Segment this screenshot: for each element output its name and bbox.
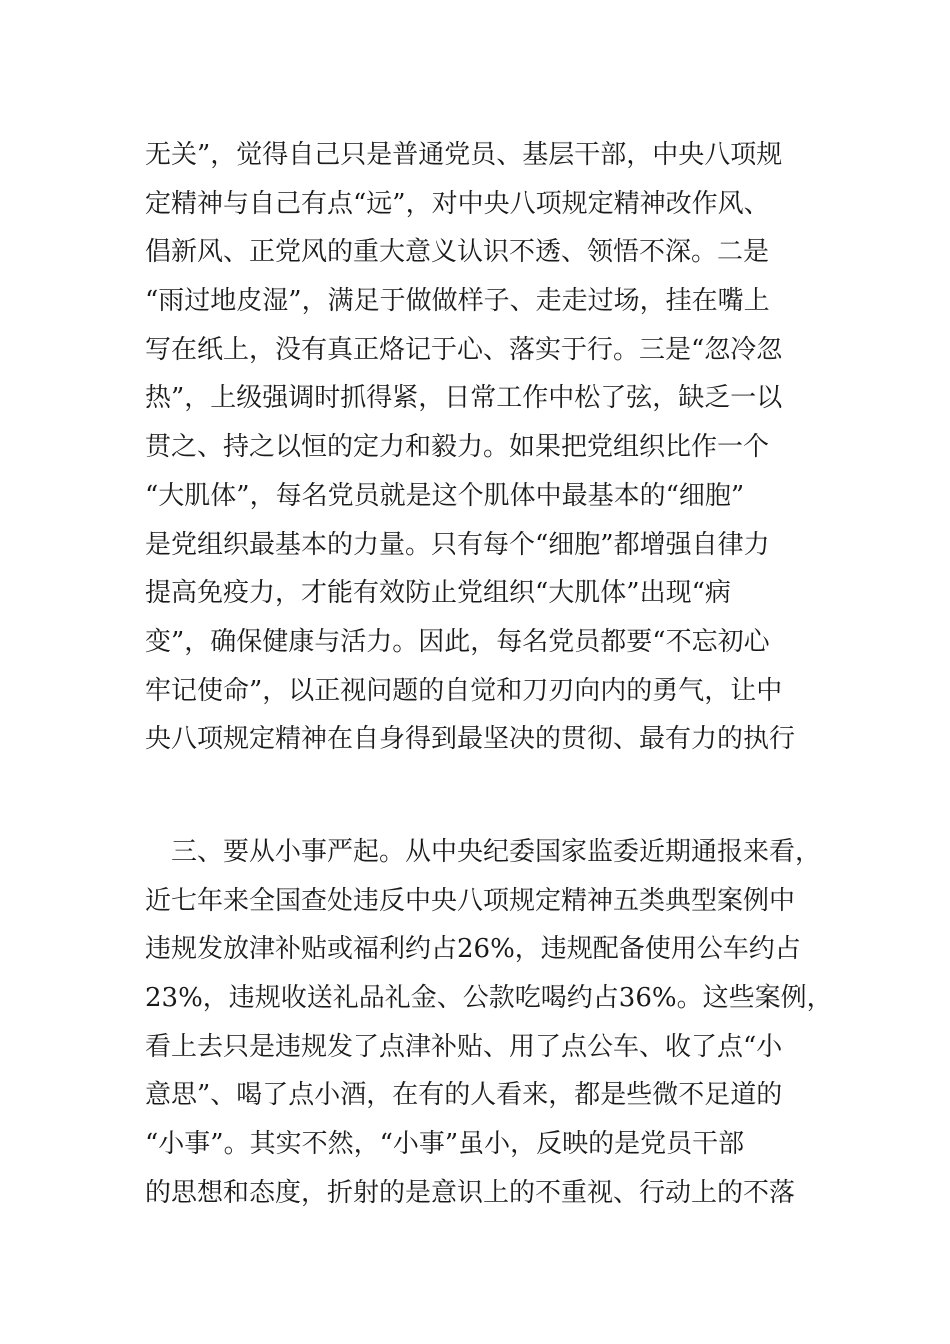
text-line: “大肌体”，每名党员就是这个肌体中最基本的“细胞”	[145, 480, 745, 511]
text-line: 变”，确保健康与活力。因此，每名党员都要“不忘初心	[145, 626, 770, 657]
text-line: 看上去只是违规发了点津补贴、用了点公车、收了点“小	[145, 1031, 783, 1062]
text-line: 三、要从小事严起。从中央纪委国家监委近期通报来看，	[145, 837, 822, 867]
text-line: 的思想和态度，折射的是意识上的不重视、行动上的不落	[145, 1177, 796, 1208]
text-line: 贯之、持之以恒的定力和毅力。如果把党组织比作一个	[145, 432, 770, 463]
paragraph-continued	[145, 131, 845, 764]
text-line: 近七年来全国查处违反中央八项规定精神五类典型案例中	[145, 885, 796, 916]
text-line: 违规发放津补贴或福利约占26%，违规配备使用公车约占	[145, 934, 801, 965]
text-line: 写在纸上，没有真正烙记于心、落实于行。三是“忽冷忽	[145, 334, 783, 365]
text-line: 央八项规定精神在自身得到最坚决的贯彻、最有力的执行	[145, 724, 796, 755]
text-line: 定精神与自己有点“远”，对中央八项规定精神改作风、	[145, 188, 770, 219]
text-line: “雨过地皮湿”，满足于做做样子、走走过场，挂在嘴上	[145, 286, 770, 317]
text-line: 是党组织最基本的力量。只有每个“细胞”都增强自律力	[145, 529, 770, 560]
text-line: 23%，违规收送礼品礼金、公款吃喝约占36%。这些案例，	[145, 983, 833, 1014]
text-line: 热”，上级强调时抓得紧，日常工作中松了弦，缺乏一以	[145, 383, 783, 414]
text-line: 倡新风、正党风的重大意义认识不透、领悟不深。二是	[145, 237, 770, 268]
text-line: 提高免疫力，才能有效防止党组织“大肌体”出现“病	[145, 578, 731, 609]
text-line: 牢记使命”，以正视问题的自觉和刀刃向内的勇气，让中	[145, 675, 783, 706]
text-line: 无关”，觉得自己只是普通党员、基层干部，中央八项规	[145, 140, 783, 170]
text-line: “小事”。其实不然，“小事”虽小，反映的是党员干部	[145, 1129, 745, 1160]
text-line: 意思”、喝了点小酒，在有的人看来，都是些微不足道的	[145, 1080, 783, 1111]
paragraph-three	[145, 828, 845, 1218]
